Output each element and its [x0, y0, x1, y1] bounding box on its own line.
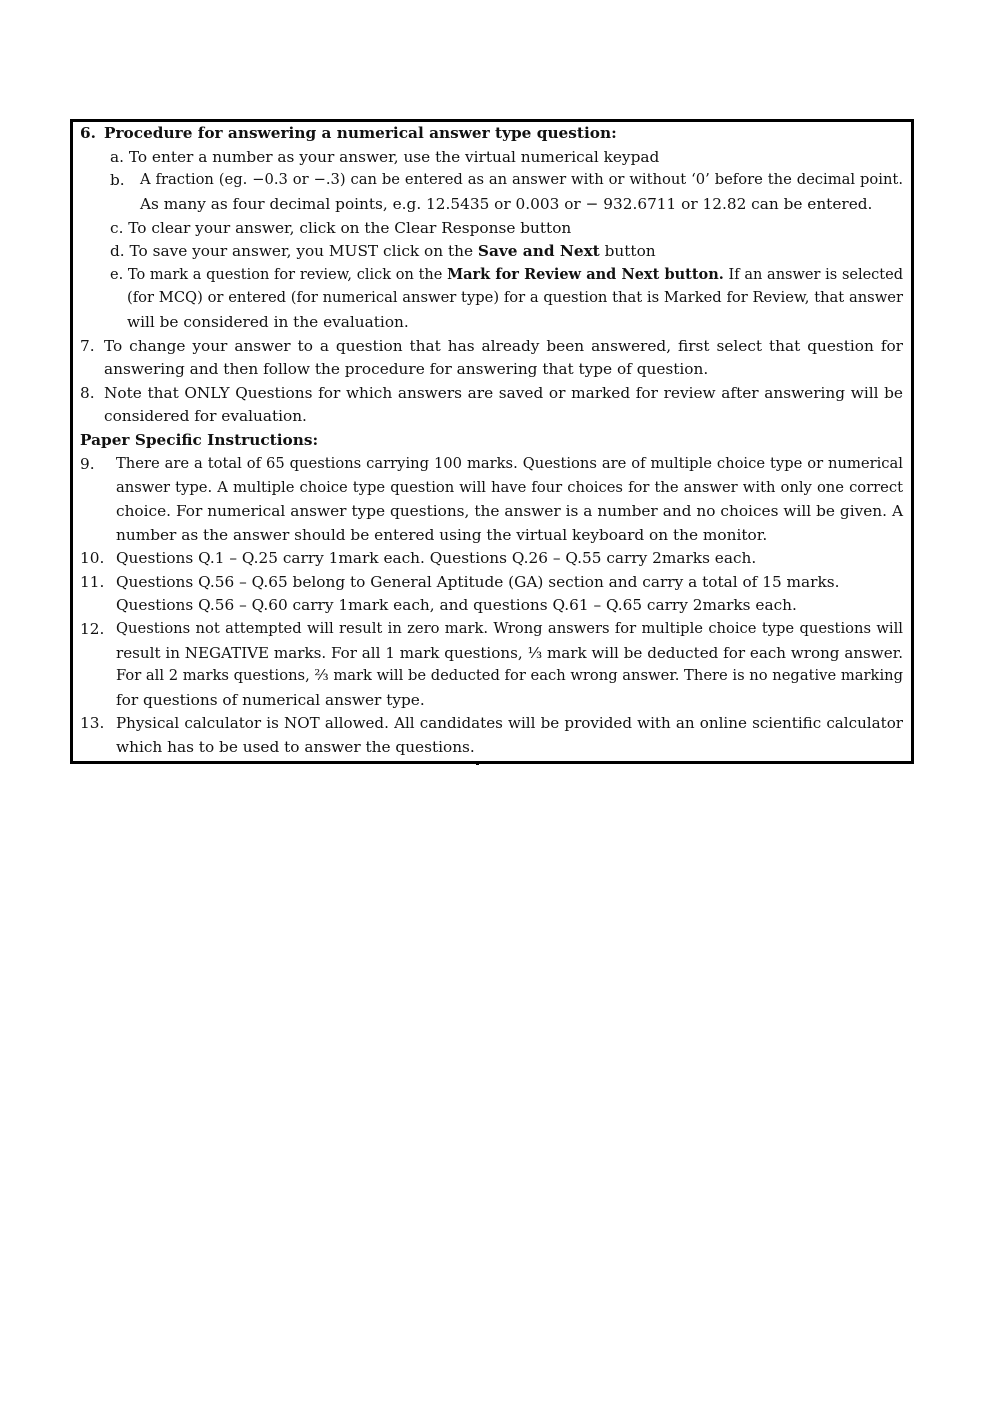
- item-6d-text: d. To save your answer, you MUST click on the: [110, 242, 478, 260]
- item-6d: [110, 241, 656, 261]
- item-12-line1: Questions not attempted will result in zero mark. Wrong answers for multiple choice type questions will: [116, 620, 903, 637]
- item-10-number: 10.: [80, 549, 105, 567]
- item-13-line2: which has to be used to answer the questions.: [116, 738, 475, 756]
- item-6e-suffix: If an answer is selected: [723, 267, 903, 283]
- item-9-line3: choice. For numerical answer type questions, the answer is a number and no choices will be given. A: [116, 502, 903, 520]
- item-9-line2: answer type. A multiple choice type question will have four choices for the answer with only one correct: [116, 479, 903, 496]
- item-12-line2: result in NEGATIVE marks. For all 1 mark questions, ⅓ mark will be deducted for each wrong answer.: [116, 644, 903, 662]
- item-6b-label: b.: [110, 171, 125, 189]
- item-6e-text: e. To mark a question for review, click on the: [110, 267, 448, 283]
- item-6c: c. To clear your answer, click on the Clear Response button: [110, 219, 572, 237]
- item-12-number: 12.: [80, 620, 105, 638]
- item-12-line3: For all 2 marks questions, ⅔ mark will be deducted for each wrong answer. There is no negative marking: [116, 667, 903, 684]
- item-13-number: 13.: [80, 714, 105, 732]
- item-6b-line1: A fraction (eg. −0.3 or −.3) can be entered as an answer with or without ‘0’ before the decimal point.: [140, 171, 903, 188]
- item-11-number: 11.: [80, 573, 105, 591]
- item-13-line1: Physical calculator is NOT allowed. All candidates will be provided with an online scientific calculator: [116, 714, 903, 732]
- mark-for-review-label: Mark for Review and Next button.: [447, 266, 724, 283]
- item-9-number: 9.: [80, 455, 95, 473]
- item-6-heading: Procedure for answering a numerical answer type question:: [104, 124, 617, 142]
- item-6-number: 6.: [80, 124, 96, 142]
- item-6a: a. To enter a number as your answer, use the virtual numerical keypad: [110, 148, 660, 166]
- paper-specific-heading: Paper Specific Instructions:: [80, 431, 319, 449]
- item-12-line4: for questions of numerical answer type.: [116, 691, 425, 709]
- item-6e-line2: (for MCQ) or entered (for numerical answer type) for a question that is Marked for Review, that answer: [127, 289, 903, 306]
- box-divider-mark: [476, 761, 479, 765]
- item-6e-line1: [110, 265, 903, 285]
- item-11-line2: Questions Q.56 – Q.60 carry 1mark each, and questions Q.61 – Q.65 carry 2marks each.: [116, 596, 797, 614]
- item-8-line1: Note that ONLY Questions for which answers are saved or marked for review after answering will be: [104, 384, 903, 402]
- item-8-number: 8.: [80, 384, 95, 402]
- item-7-line1: To change your answer to a question that has already been answered, first select that question for: [104, 337, 903, 355]
- item-11-line1: Questions Q.56 – Q.65 belong to General Aptitude (GA) section and carry a total of 15 marks.: [116, 573, 840, 591]
- item-6d-suffix: button: [599, 242, 656, 260]
- item-8-line2: considered for evaluation.: [104, 407, 307, 425]
- item-6b-line2: As many as four decimal points, e.g. 12.5435 or 0.003 or − 932.6711 or 12.82 can be entered.: [140, 195, 873, 213]
- item-7-number: 7.: [80, 337, 95, 355]
- item-6e-line3: will be considered in the evaluation.: [127, 313, 409, 331]
- item-7-line2: answering and then follow the procedure for answering that type of question.: [104, 360, 709, 378]
- item-10-line1: Questions Q.1 – Q.25 carry 1mark each. Questions Q.26 – Q.55 carry 2marks each.: [116, 549, 757, 567]
- item-9-line4: number as the answer should be entered using the virtual keyboard on the monitor.: [116, 526, 768, 544]
- item-9-line1: There are a total of 65 questions carrying 100 marks. Questions are of multiple choice type or numerical: [116, 455, 903, 472]
- save-and-next-label: Save and Next: [477, 242, 600, 260]
